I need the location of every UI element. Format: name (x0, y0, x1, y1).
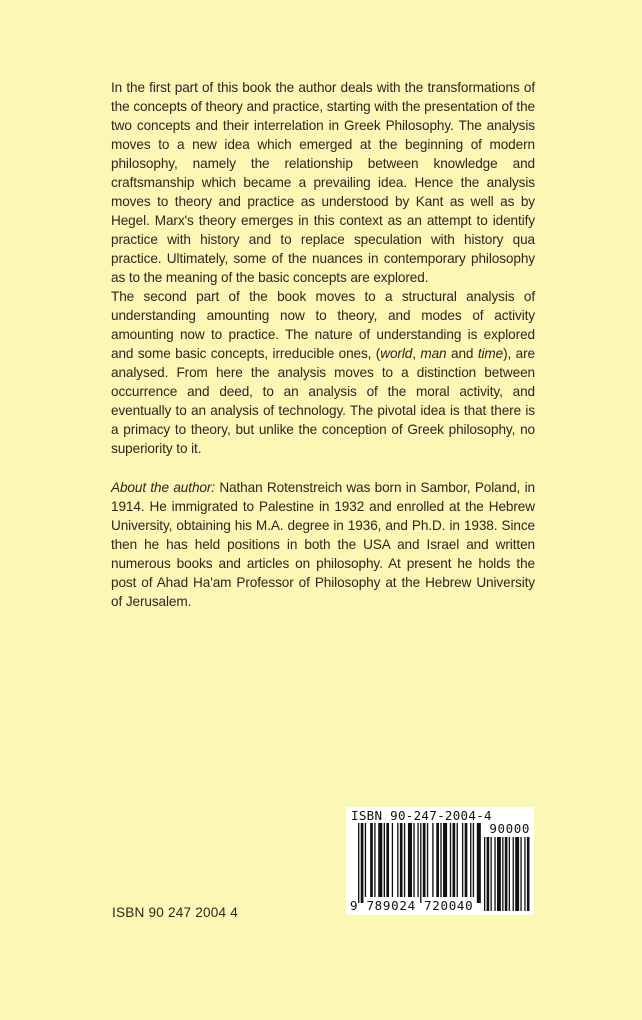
about-author (111, 478, 535, 611)
barcode-bar (477, 823, 481, 903)
barcode-addon-bar (505, 837, 508, 911)
barcode-bar (404, 823, 405, 897)
barcode-bar (370, 823, 373, 897)
barcode-addon-bar (509, 837, 510, 911)
word-time: time (477, 346, 504, 361)
barcode-bar (397, 823, 398, 897)
barcode-bar (443, 823, 447, 897)
comma: , (412, 346, 421, 361)
barcode-bar (365, 823, 366, 897)
paragraph-2 (111, 287, 535, 458)
barcode-bar (358, 823, 359, 903)
barcode-bar (462, 823, 463, 897)
barcode-addon-bar (527, 837, 530, 911)
about-author-text: Nathan Rotenstreich was born in Sambor, Poland, in 1914. He immigrated to Palestine in 1932 and enrolled at the Hebrew University, obtaining his M.A. degree in 1936, and Ph.D. in 1938. Since then he has held positions in both the USA and Israel and written numerous books and articles on philosophy. At present he holds the post of Ahad Ha'am Professor of Philosophy at the Hebrew University of Jerusalem. (111, 480, 535, 609)
barcode-addon-bar (484, 837, 485, 911)
paragraph-2-part-1: The second part of the book moves to a structural analysis of understanding amounting now to theory, and modes of activity amounting now to practice. The nature of understanding is explored and some basic concepts, irreducible ones, ( (111, 289, 535, 361)
barcode-bar (470, 823, 471, 897)
barcode-digits: 9 789024 720040 (350, 898, 474, 913)
barcode-bar (420, 823, 421, 903)
paragraph-2-part-2: ), are analysed. From here the analysis moves to a distinction between occurrence and deed, to an analysis of the moral activity, and eventually to an analysis of technology. The pivotal idea is that there is a primacy to theory, but unlike the conception of Greek philosophy, no superiority to it. (111, 346, 535, 456)
barcode (346, 807, 534, 915)
description-text (111, 78, 535, 458)
barcode-bar (413, 823, 414, 897)
barcode-bar (436, 823, 439, 897)
barcode-addon-bar (487, 837, 490, 911)
barcode-addon: 90000 (489, 821, 530, 836)
barcode-bar (400, 823, 403, 897)
barcode-bar (450, 823, 451, 897)
barcode-addon-bar (497, 837, 501, 911)
barcode-bar (453, 823, 456, 897)
barcode-addon-bar (515, 837, 519, 911)
about-author-lead: About the author: (111, 480, 215, 495)
paragraph-1: In the first part of this book the author deals with the transformations of the concepts of theory and practice, starting with the presentation of the two concepts and their interrelation in Greek Philosophy. The analysis moves to a new idea which emerged at the beginning of modern philosophy, namely the relationship between knowledge and craftsmanship which became a prevailing idea. Hence the analysis moves to theory and practice as understood by Kant as well as by Hegel. Marx's theory emerges in this context as an attempt to identify practice with history and to replace speculation with history qua practice. Ultimately, some of the nuances in contemporary philosophy as to the meaning of the basic concepts are explored. (111, 80, 535, 285)
barcode-bar (423, 823, 426, 897)
barcode-addon-bar (513, 837, 514, 911)
word-man: man (420, 346, 447, 361)
barcode-addon-bar (502, 837, 503, 911)
barcode-bar (386, 823, 389, 897)
barcode-bar (374, 823, 375, 897)
about-author-paragraph (111, 478, 535, 611)
barcode-bar (378, 823, 382, 897)
barcode-bar (473, 823, 474, 897)
barcode-addon-bar (520, 837, 521, 911)
barcode-bar (384, 823, 385, 897)
barcode-addon-bar (524, 837, 525, 911)
barcode-bar (427, 823, 428, 897)
barcode-isbn-label: ISBN 90-247-2004-4 (351, 808, 492, 823)
barcode-bar (408, 823, 412, 897)
barcode-bar (440, 823, 441, 897)
barcode-bar (361, 823, 364, 903)
isbn-text: ISBN 90 247 2004 4 (112, 905, 239, 920)
and: and (446, 346, 478, 361)
barcode-bar (465, 823, 468, 897)
barcode-bar (417, 823, 418, 897)
barcode-addon-bar (491, 837, 492, 911)
barcode-bar (392, 823, 393, 897)
word-world: world (380, 346, 413, 361)
barcode-addon-bar (494, 837, 495, 911)
barcode-bar (432, 823, 433, 897)
barcode-bar (457, 823, 458, 897)
